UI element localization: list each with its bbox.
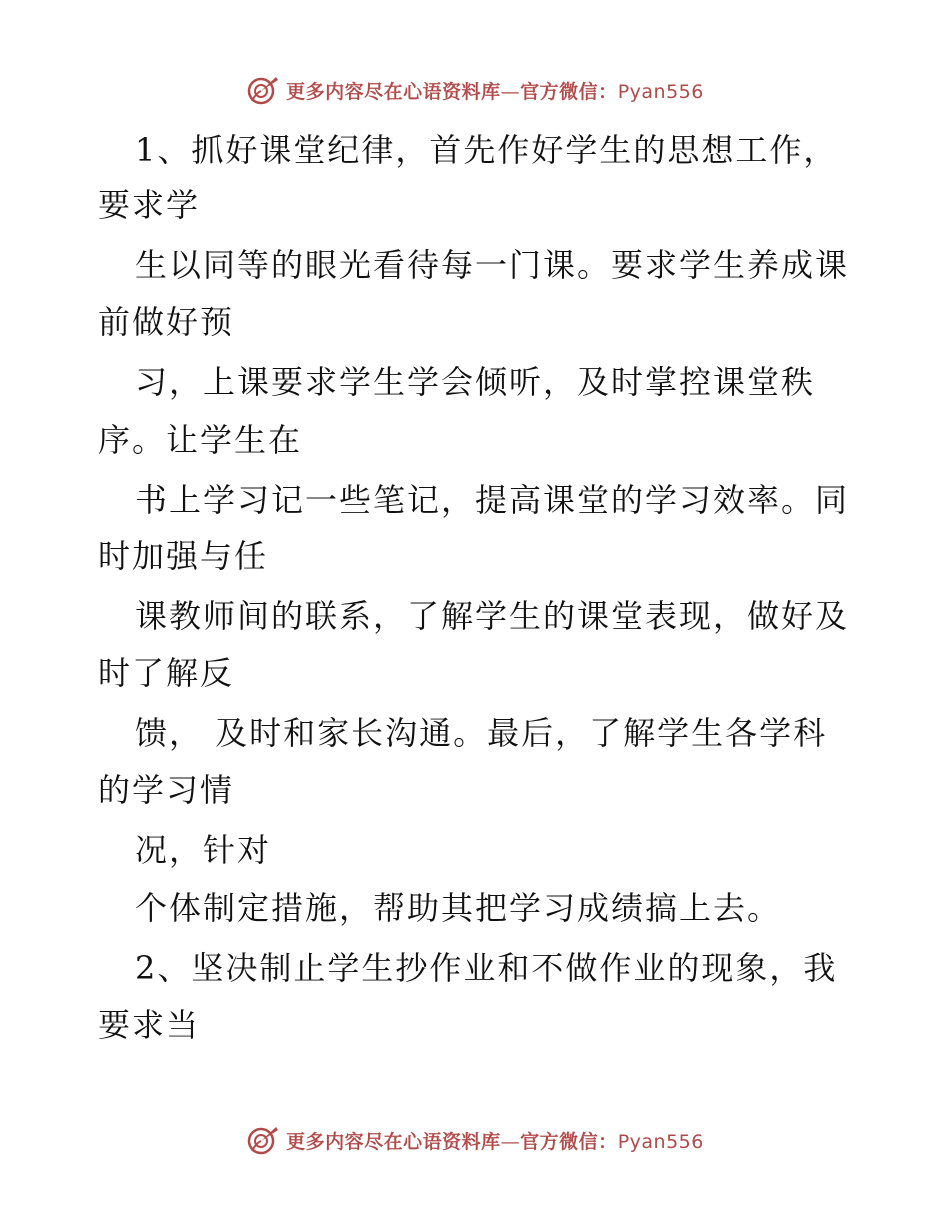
text-line: 课教师间的联系，了解学生的课堂表现，做好及 bbox=[135, 597, 850, 635]
footer-banner bbox=[0, 1120, 950, 1160]
text-line: 个体制定措施，帮助其把学习成绩搞上去。 bbox=[135, 889, 782, 927]
header-banner bbox=[0, 70, 950, 110]
text-line: 习，上课要求学生学会倾听，及时掌控课堂秩 bbox=[135, 363, 816, 401]
header-banner-wechat: 官方微信： bbox=[520, 80, 618, 103]
text-line: 要求当 bbox=[98, 1006, 201, 1044]
text-line: 序。让学生在 bbox=[98, 421, 303, 459]
header-banner-dash: — bbox=[500, 80, 521, 103]
footer-banner-id: Pyan556 bbox=[617, 1130, 704, 1153]
text-line: 况，针对 bbox=[135, 831, 272, 869]
footer-banner-wechat: 官方微信： bbox=[520, 1130, 618, 1153]
text-line: 馈， 及时和家长沟通。最后，了解学生各学科 bbox=[135, 714, 828, 752]
text-line: 时了解反 bbox=[98, 654, 235, 692]
pen-logo-icon bbox=[246, 73, 280, 107]
text-line: 生以同等的眼光看待每一门课。要求学生养成课 bbox=[135, 246, 850, 284]
pen-logo-icon bbox=[246, 1123, 280, 1157]
text-line: 书上学习记一些笔记，提高课堂的学习效率。同 bbox=[135, 481, 850, 519]
footer-banner-text bbox=[286, 1127, 704, 1154]
text-line: 2、坚决制止学生抄作业和不做作业的现象，我 bbox=[135, 949, 838, 987]
header-banner-id: Pyan556 bbox=[617, 80, 704, 103]
text-line: 前做好预 bbox=[98, 303, 235, 341]
header-banner-title: 更多内容尽在心语资料库 bbox=[286, 80, 501, 103]
text-line: 的学习情 bbox=[98, 771, 235, 809]
footer-banner-dash: — bbox=[500, 1130, 521, 1153]
text-line: 要求学 bbox=[98, 186, 201, 224]
text-line: 1、抓好课堂纪律，首先作好学生的思想工作， bbox=[135, 131, 838, 169]
text-line: 时加强与任 bbox=[98, 537, 269, 575]
header-banner-text bbox=[286, 77, 704, 104]
footer-banner-title: 更多内容尽在心语资料库 bbox=[286, 1130, 501, 1153]
